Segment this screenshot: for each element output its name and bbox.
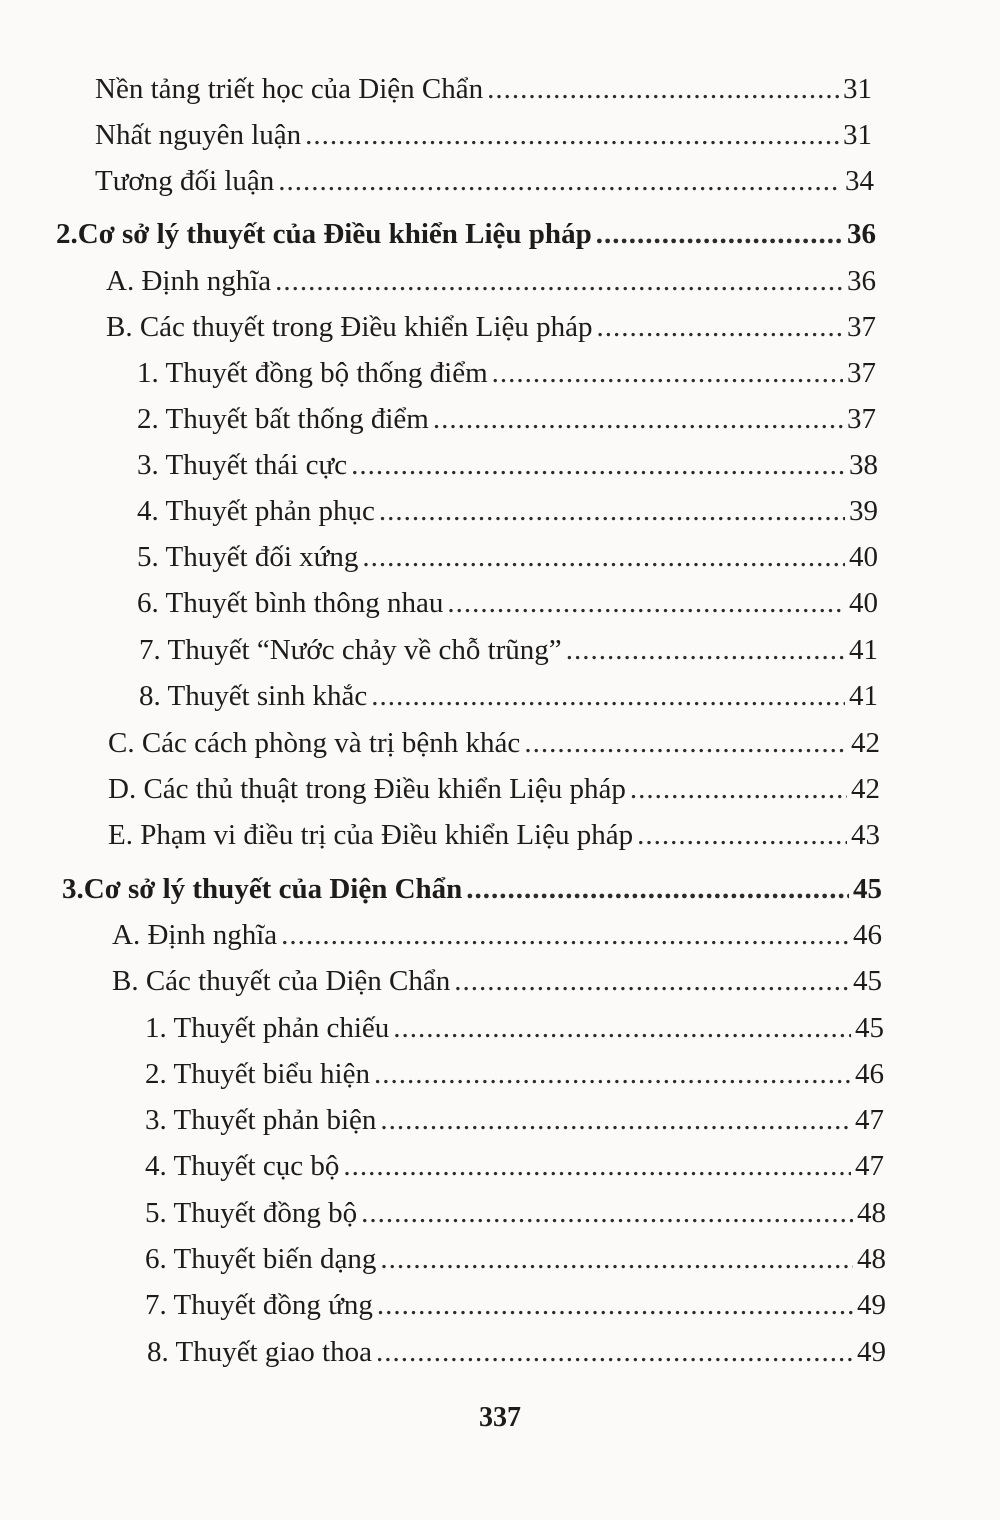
toc-entry-page: 49 [857,1336,886,1368]
toc-entry [95,112,872,158]
toc-entry [145,1190,886,1236]
toc-entry-title: B. Các thuyết trong Điều khiển Liệu pháp [106,311,593,343]
toc-entry-title: E. Phạm vi điều trị của Điều khiển Liệu pháp [108,819,634,851]
toc-entry [108,720,880,766]
toc-entry-title: Tương đối luận [95,165,275,197]
toc-entry-title: A. Định nghĩa [112,919,278,951]
dot-leader [374,1051,851,1097]
toc-entry-page: 38 [849,449,878,481]
toc-entry [137,488,878,534]
dot-leader [630,766,847,812]
toc-entry-page: 36 [847,265,876,297]
toc-entry-title: Cơ sở lý thuyết của Điều khiển Liệu pháp [77,218,592,250]
toc-entry-title: C. Các cách phòng và trị bệnh khác [108,727,521,759]
toc-entry-page: 46 [855,1058,884,1090]
toc-entry [137,580,878,626]
dot-leader [377,1282,853,1328]
dot-leader [376,1329,853,1375]
toc-entry-title: 1. Thuyết đồng bộ thống điểm [137,357,488,389]
toc-entry-page: 46 [853,919,882,951]
toc-entry [108,812,880,858]
toc-entry-page: 37 [847,403,876,435]
dot-leader [433,396,843,442]
dot-leader [361,1190,853,1236]
dot-leader [492,350,843,396]
toc-entry-title: 6. Thuyết biến dạng [145,1243,377,1275]
dot-leader [566,627,845,673]
toc-entry-page: 37 [847,357,876,389]
toc-entry [112,958,882,1004]
dot-leader [380,1097,851,1143]
toc-entry-title: 2. Thuyết biểu hiện [145,1058,370,1090]
toc-entry-title: 5. Thuyết đồng bộ [145,1197,358,1229]
dot-leader [275,258,843,304]
dot-leader [380,1236,853,1282]
toc-entry [137,396,876,442]
toc-section-heading [56,211,876,257]
toc-entry [108,766,880,812]
toc-entry-page: 45 [855,1012,884,1044]
dot-leader [379,488,845,534]
page-number: 337 [479,1402,521,1433]
toc-entry-page: 39 [849,495,878,527]
toc-entry-title: 7. Thuyết “Nước chảy về chỗ trũng” [139,634,562,666]
toc-entry-page: 49 [857,1289,886,1321]
dot-leader [281,912,849,958]
toc-entry [137,442,878,488]
dot-leader [393,1005,851,1051]
toc-entry [137,534,878,580]
toc-entry-title: 3. Thuyết phản biện [145,1104,377,1136]
toc-entry [112,912,882,958]
section-number: 3. [62,873,84,905]
toc-entry-page: 37 [847,311,876,343]
toc-entry [145,1005,884,1051]
dot-leader [351,442,845,488]
toc-entry-title: 7. Thuyết đồng ứng [145,1289,373,1321]
dot-leader [447,580,845,626]
dot-leader [637,812,847,858]
toc-entry [145,1051,884,1097]
toc-entry-page: 41 [849,680,878,712]
toc-entry-page: 41 [849,634,878,666]
toc-entry-page: 47 [855,1104,884,1136]
toc-entry-title: A. Định nghĩa [106,265,272,297]
toc-entry-page: 31 [843,119,872,151]
toc-entry-title: Nhất nguyên luận [95,119,302,151]
toc-entry-page: 36 [847,218,876,250]
toc-entry [145,1097,884,1143]
toc-entry [145,1143,884,1189]
dot-leader [305,112,839,158]
dot-leader [343,1143,851,1189]
toc-entry [95,158,874,204]
toc-entry [139,673,878,719]
toc-entry-page: 48 [857,1243,886,1275]
dot-leader [596,304,843,350]
toc-entry-title: D. Các thủ thuật trong Điều khiển Liệu pháp [108,773,626,805]
toc-entry-page: 48 [857,1197,886,1229]
toc-entry-page: 34 [845,165,874,197]
dot-leader [278,158,841,204]
toc-entry-title: B. Các thuyết của Diện Chẩn [112,965,451,997]
toc-entry-title: 3. Thuyết thái cực [137,449,348,481]
toc-entry-page: 40 [849,541,878,573]
toc-entry-title: 4. Thuyết phản phục [137,495,375,527]
toc-entry-title: 4. Thuyết cục bộ [145,1150,340,1182]
toc-entry-title: Nền tảng triết học của Diện Chẩn [95,73,484,105]
toc-entry-title: 6. Thuyết bình thông nhau [137,587,444,619]
dot-leader [466,866,849,912]
toc-entry [139,627,878,673]
toc-entry-title: 8. Thuyết sinh khắc [139,680,368,712]
dot-leader [454,958,849,1004]
toc-entry [145,1236,886,1282]
toc-entry-page: 42 [851,727,880,759]
toc-entry-page: 47 [855,1150,884,1182]
section-number: 2. [56,218,78,250]
toc-entry-title: Cơ sở lý thuyết của Diện Chẩn [83,873,463,905]
dot-leader [371,673,845,719]
toc-entry-page: 45 [853,965,882,997]
toc-entry-page: 40 [849,587,878,619]
toc-entry [95,66,872,112]
toc-entry [137,350,876,396]
toc-entry [145,1282,886,1328]
toc-entry-title: 5. Thuyết đối xứng [137,541,359,573]
dot-leader [524,720,847,766]
toc-entry [106,258,876,304]
toc-section-heading [62,866,882,912]
toc-entry [147,1329,886,1375]
dot-leader [596,211,843,257]
dot-leader [362,534,845,580]
toc-entry [106,304,876,350]
toc-entry-title: 8. Thuyết giao thoa [147,1336,372,1368]
toc-entry-page: 31 [843,73,872,105]
toc-entry-title: 1. Thuyết phản chiếu [145,1012,390,1044]
toc-entry-page: 45 [853,873,882,905]
toc-entry-page: 43 [851,819,880,851]
dot-leader [487,66,839,112]
toc-entry-title: 2. Thuyết bất thống điểm [137,403,429,435]
toc-entry-page: 42 [851,773,880,805]
